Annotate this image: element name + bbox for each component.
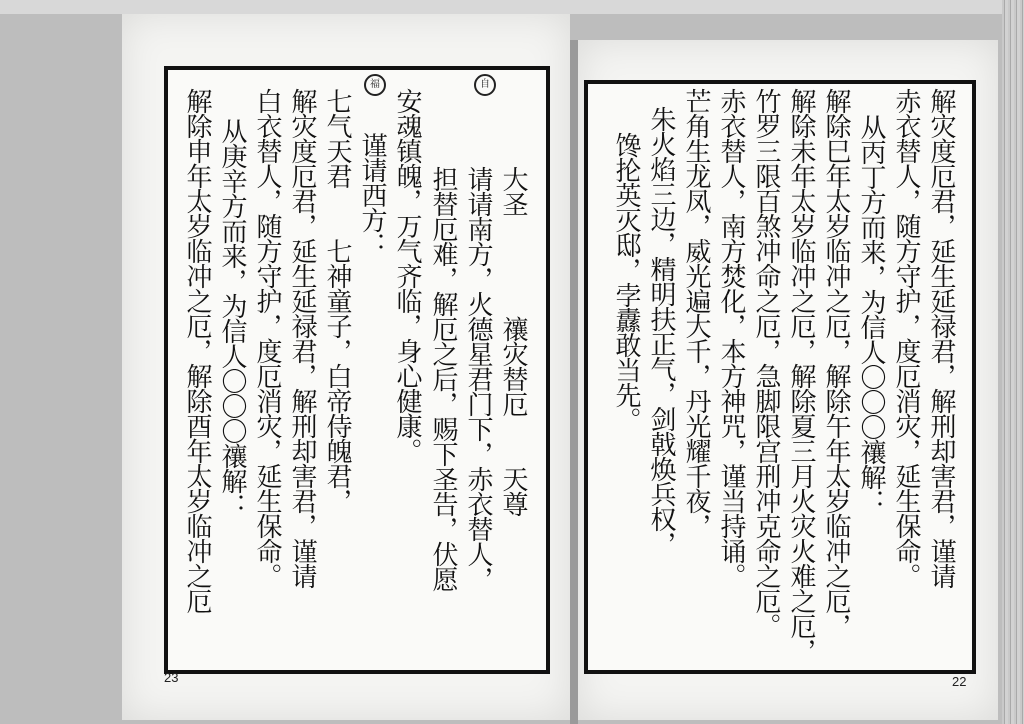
scanner-top-edge [0,0,1024,14]
text-column: 解除未年太岁临冲之厄，解除夏三月火灾火难之厄， [786,88,816,663]
book-gutter [570,40,578,724]
left-text-frame [164,66,550,674]
scanner-right-edge [1002,0,1024,724]
text-column: 解灾度厄君，延生延禄君，解刑却害君，谨请 [926,88,956,588]
text-column: 赤衣替人，随方守护，度厄消灾，延生保命。 [891,88,921,588]
text-column: 芒角生龙凤，威光遍大千，丹光耀千夜， [681,88,711,538]
text-column: 从庚辛方而来，为信人〇〇〇禳解： [217,118,247,518]
page-number: 22 [952,674,967,689]
page-number: 23 [164,670,179,685]
left-page [122,14,570,720]
text-column: 竹罗三限百煞冲命之厄，急脚限宫刑冲克命之厄。 [751,88,781,638]
text-column: 赤衣替人，南方焚化，本方神咒，谨当持诵。 [716,88,746,588]
text-column: 馋抡英灭邸，孛纛敢当先。 [611,132,641,432]
text-column: 从丙丁方而来，为信人〇〇〇禳解： [856,114,886,514]
text-column: 白衣替人，随方守护，度厄消灾，延生保命。 [252,88,282,588]
text-column: 担替厄难，解厄之后，赐下圣告，伏愿 [428,116,458,591]
stamp-icon: 自 [474,74,496,96]
text-column: 解除申年太岁临冲之厄，解除酉年太岁临冲之厄 [182,88,212,613]
text-column: 请请南方，火德星君门下，赤衣替人， [463,116,493,591]
text-column: 谨请西方： [357,132,387,257]
text-column: 七气天君 七神童子，白帝侍魄君， [322,88,352,513]
text-column: 解灾度厄君，延生延禄君，解刑却害君，谨请 [287,88,317,588]
text-column: 安魂镇魄，万气齐临，身心健康。 [392,88,422,463]
right-page [578,40,998,720]
stamp-icon: 福 [364,74,386,96]
text-column: 朱火焰三边，精明扶正气，剑戟焕兵权， [646,106,676,556]
text-column: 大圣 禳灾替厄 天尊 [498,116,528,516]
right-text-frame [584,80,976,674]
text-column: 解除巳年太岁临冲之厄，解除午年太岁临冲之厄， [821,88,851,638]
